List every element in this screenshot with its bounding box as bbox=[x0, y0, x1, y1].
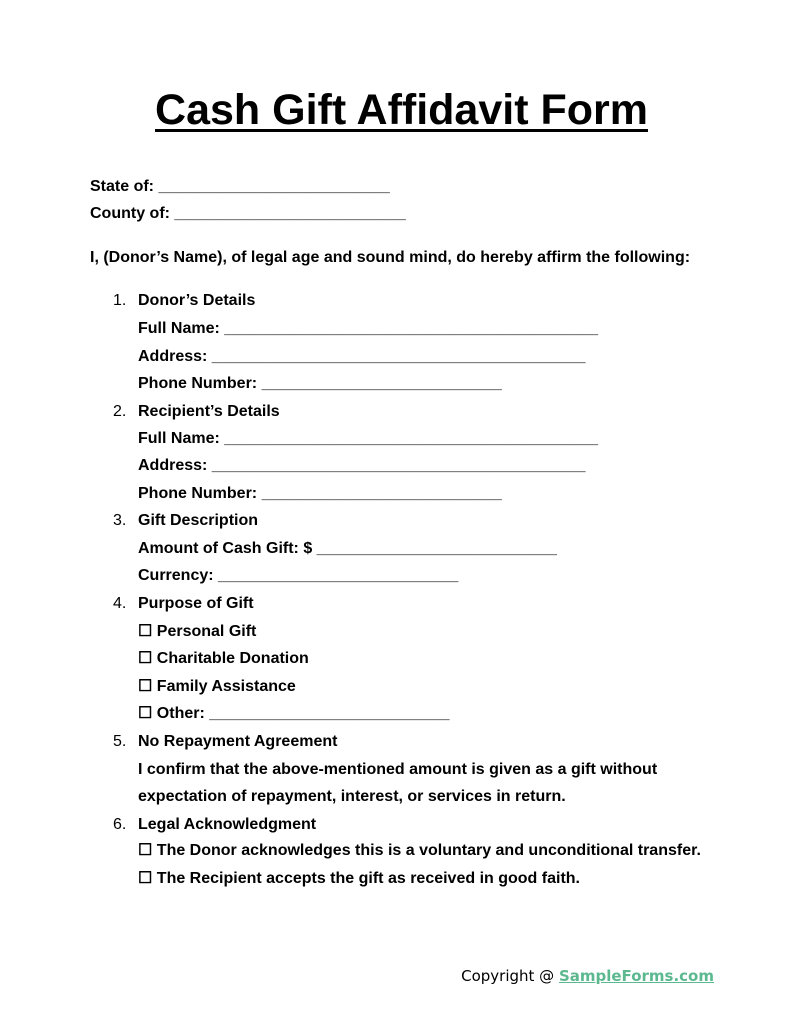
section-number: 6. bbox=[113, 816, 127, 833]
checkbox-charitable-donation[interactable]: ☐ Charitable Donation bbox=[138, 650, 309, 667]
recipient-full-name-field[interactable]: Full Name: __________________________________________ bbox=[138, 430, 598, 447]
section-heading-recipient: Recipient’s Details bbox=[138, 403, 280, 420]
brand-link[interactable]: SampleForms.com bbox=[558, 967, 714, 985]
section-heading-donor: Donor’s Details bbox=[138, 292, 256, 309]
checkbox-family-assistance[interactable]: ☐ Family Assistance bbox=[138, 678, 296, 695]
repayment-text: I confirm that the above-mentioned amount is given as a gift without bbox=[138, 761, 658, 778]
state-field[interactable]: State of: __________________________ bbox=[90, 178, 390, 195]
recipient-phone-field[interactable]: Phone Number: ___________________________ bbox=[138, 485, 502, 502]
intro-statement: I, (Donor’s Name), of legal age and sound mind, do hereby affirm the following: bbox=[90, 249, 691, 266]
currency-field[interactable]: Currency: ___________________________ bbox=[138, 567, 459, 584]
section-number: 3. bbox=[113, 512, 127, 529]
section-heading-purpose: Purpose of Gift bbox=[138, 595, 254, 612]
checkbox-other[interactable]: ☐ Other: ___________________________ bbox=[138, 705, 450, 722]
page-title: Cash Gift Affidavit Form bbox=[155, 86, 648, 134]
section-number: 4. bbox=[113, 595, 127, 612]
copyright-prefix: Copyright @ bbox=[461, 967, 559, 985]
donor-phone-field[interactable]: Phone Number: ___________________________ bbox=[138, 375, 502, 392]
checkbox-personal-gift[interactable]: ☐ Personal Gift bbox=[138, 623, 257, 640]
section-heading-gift: Gift Description bbox=[138, 512, 259, 529]
footer-copyright bbox=[461, 967, 714, 985]
amount-field[interactable]: Amount of Cash Gift: $ ___________________________ bbox=[138, 540, 557, 557]
donor-full-name-field[interactable]: Full Name: __________________________________________ bbox=[138, 320, 598, 337]
checkbox-recipient-acceptance[interactable]: ☐ The Recipient accepts the gift as received in good faith. bbox=[138, 870, 580, 887]
county-field[interactable]: County of: __________________________ bbox=[90, 205, 406, 222]
section-heading-legal: Legal Acknowledgment bbox=[138, 816, 317, 833]
recipient-address-field[interactable]: Address: __________________________________________ bbox=[138, 457, 586, 474]
section-number: 5. bbox=[113, 733, 127, 750]
checkbox-donor-acknowledgment[interactable]: ☐ The Donor acknowledges this is a voluntary and unconditional transfer. bbox=[138, 842, 701, 859]
section-number: 1. bbox=[113, 292, 127, 309]
section-number: 2. bbox=[113, 403, 127, 420]
donor-address-field[interactable]: Address: __________________________________________ bbox=[138, 348, 586, 365]
section-heading-repayment: No Repayment Agreement bbox=[138, 733, 338, 750]
repayment-text: expectation of repayment, interest, or services in return. bbox=[138, 788, 566, 805]
